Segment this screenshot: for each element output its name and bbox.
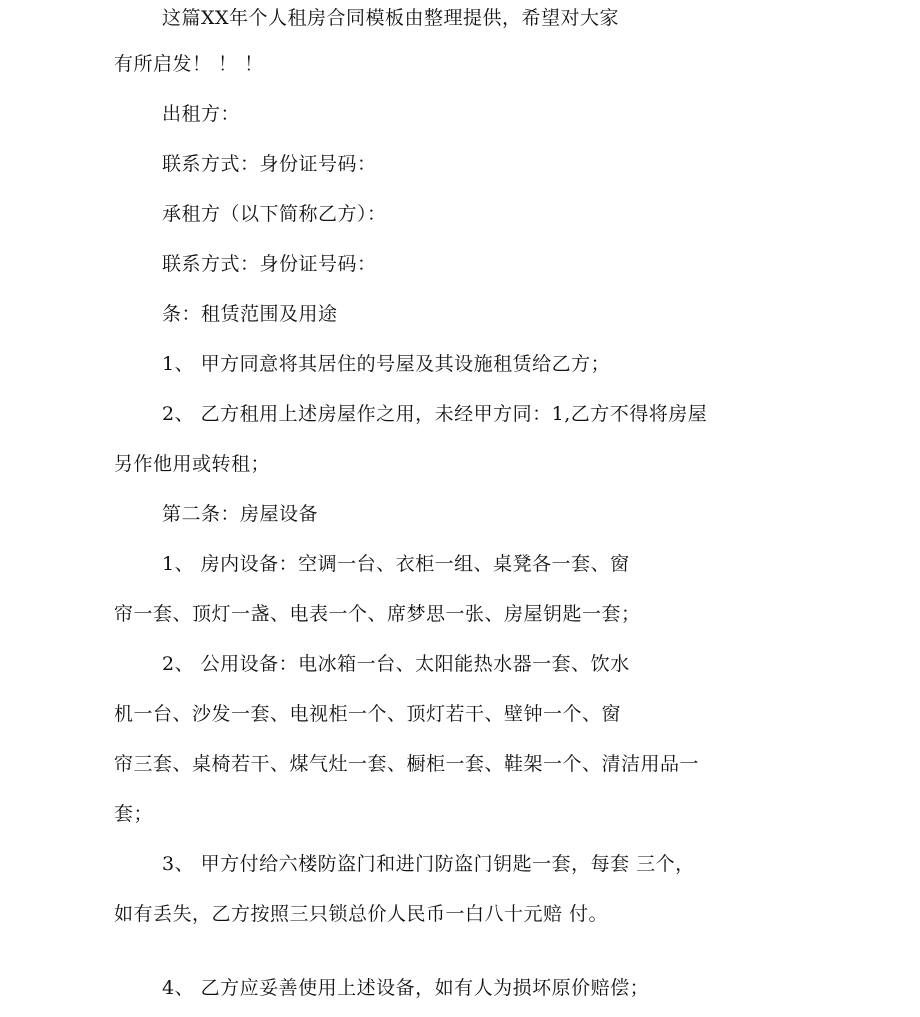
article-2-item-2: 2、 公用设备：电冰箱一台、太阳能热水器一套、饮水 [162, 653, 630, 675]
article-1-item-1: 1、 甲方同意将其居住的号屋及其设施租赁给乙方； [162, 353, 611, 375]
article-2-item-2-cont-1: 机一台、沙发一套、电视柜一个、顶灯若干、壁钟一个、窗 [114, 703, 622, 725]
article-2-item-3: 3、 甲方付给六楼防盗门和进门防盗门钥匙一套，每套 三个， [162, 853, 695, 875]
article-2-item-1-cont: 帘一套、顶灯一盏、电表一个、席梦思一张、房屋钥匙一套； [114, 603, 641, 625]
lessee-contact: 联系方式：身份证号码： [162, 253, 377, 275]
article-2-item-3-cont: 如有丢失，乙方按照三只锁总价人民币一白八十元赔 付。 [114, 903, 609, 925]
intro-line-2: 有所启发！ ！ ！ [114, 53, 264, 75]
intro-line-1: 这篇XX年个人租房合同模板由整理提供，希望对大家 [162, 7, 620, 29]
lessee-label: 承租方（以下简称乙方）： [162, 203, 387, 225]
article-2-item-1: 1、 房内设备：空调一台、衣柜一组、桌凳各一套、窗 [162, 553, 630, 575]
article-2-heading: 第二条：房屋设备 [162, 503, 319, 525]
article-2-item-2-cont-3: 套； [114, 803, 154, 825]
article-2-item-4: 4、 乙方应妥善使用上述设备，如有人为损坏原价赔偿； [162, 977, 650, 999]
article-2-item-2-cont-2: 帘三套、桌椅若干、煤气灶一套、橱柜一套、鞋架一个、清洁用品一 [114, 753, 700, 775]
article-1-heading: 条：租赁范围及用途 [162, 303, 338, 325]
lessor-contact: 联系方式：身份证号码： [162, 153, 377, 175]
article-1-item-2-cont: 另作他用或转租； [114, 453, 271, 475]
lessor-label: 出租方： [162, 103, 241, 125]
article-1-item-2: 2、 乙方租用上述房屋作之用，未经甲方同：1,乙方不得将房屋 [162, 403, 708, 425]
